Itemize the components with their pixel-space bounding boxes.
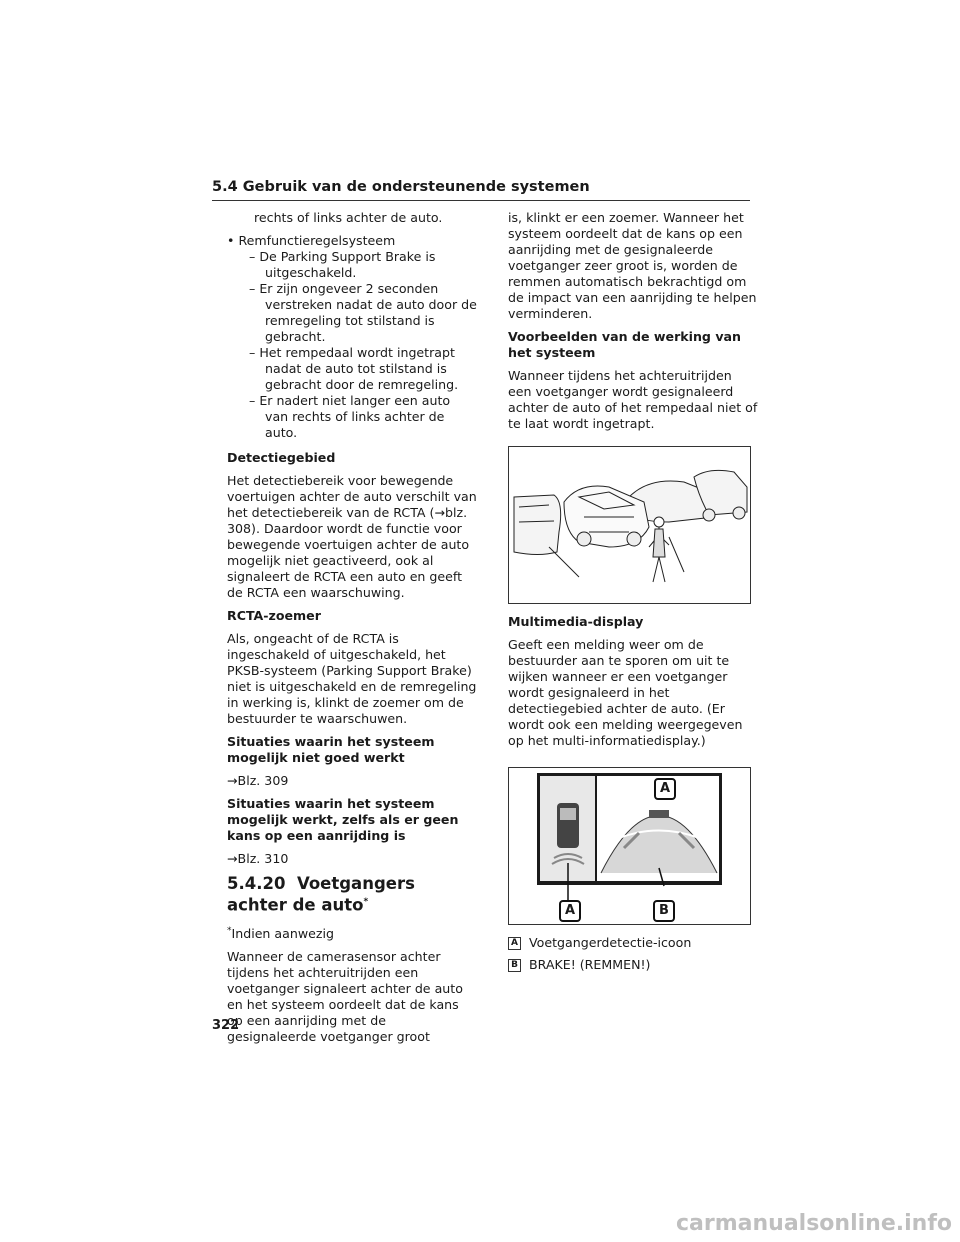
parking-scene-svg <box>509 447 750 603</box>
paragraph-continued: is, klinkt er een zoemer. Wanneer het systeem oordeelt dat de kans op een aanrijding met de gesignaleerde voetganger zeer groot is, worden de remmen automatisch bekrachtigd om de impact van een aanrijding te helpen verminderen. <box>508 210 757 321</box>
multimedia-display-illustration <box>508 767 751 925</box>
section-heading <box>227 874 477 915</box>
footnote-star: * <box>227 925 232 936</box>
callout-b: B <box>653 900 675 922</box>
dash-text: De Parking Support Brake is uitgeschakeld. <box>259 249 436 280</box>
dash-item: – De Parking Support Brake is uitgeschakeld. <box>249 249 436 280</box>
callout-a-bottom: A <box>559 900 581 922</box>
bullet-item: • Remfunctieregelsysteem <box>227 233 396 248</box>
dash-item: – Het rempedaal wordt ingetrapt nadat de auto tot stilstand is gebracht door de remregeling. <box>249 345 459 392</box>
parking-illustration <box>508 446 751 604</box>
dash-item: – Er zijn ongeveer 2 seconden verstreken nadat de auto door de remregeling tot stilstand is gebracht. <box>249 281 477 344</box>
legend-text-a: Voetgangerdetectie-icoon <box>529 935 692 950</box>
paragraph-detectiegebied: Het detectiebereik voor bewegende voertuigen achter de auto verschilt van het detectiebereik van de RCTA (→blz. 308). Daardoor wordt de functie voor bewegende voertuigen achter de auto mogelijk niet geactiveerd, ook al signaleert de RCTA een auto en geeft de RCTA een waarschuwing. <box>227 473 477 600</box>
right-column <box>508 210 758 979</box>
dash-text: Er nadert niet langer een auto van rechts of links achter de auto. <box>259 393 451 440</box>
display-svg <box>509 768 750 924</box>
section-star: * <box>363 897 369 907</box>
paragraph-intro: Wanneer de camerasensor achter tijdens het achteruitrijden een voetganger signaleert achter de auto en het systeem oordeelt dat de kans op een aanrijding met de gesignaleerde voetganger groot <box>227 948 463 1044</box>
footnote <box>227 923 477 942</box>
footnote-text: Indien aanwezig <box>231 925 334 941</box>
section-title: Voetgangers achter de auto <box>227 874 415 915</box>
heading-rcta-zoemer: RCTA-zoemer <box>227 608 321 623</box>
paragraph-multimedia: Geeft een melding weer om de bestuurder aan te sporen om uit te wijken wanneer er een voetganger wordt gesignaleerd in het detectiegebied achter de auto. (Er wordt ook een melding weergegeven op het multi-informatiedisplay.) <box>508 637 743 748</box>
page-header <box>212 179 750 195</box>
legend-key-a: A <box>508 937 521 950</box>
dash-item: – Er nadert niet langer een auto van rechts of links achter de auto. <box>249 393 451 440</box>
paragraph-voorbeelden: Wanneer tijdens het achteruitrijden een voetganger wordt gesignaleerd achter de auto of het rempedaal niet of te laat wordt ingetrapt. <box>508 368 758 431</box>
link-blz-310[interactable]: →Blz. 310 <box>227 851 289 866</box>
dash-text: Het rempedaal wordt ingetrapt nadat de auto tot stilstand is gebracht door de remregeling. <box>259 345 459 392</box>
legend-item-a <box>508 935 758 951</box>
callout-a-top: A <box>654 778 676 800</box>
heading-situaties-2: Situaties waarin het systeem mogelijk werkt, zelfs als er geen kans op een aanrijding is <box>227 796 459 843</box>
header-title: 5.4 Gebruik van de ondersteunende systemen <box>212 179 590 195</box>
page-number: 322 <box>212 1018 240 1033</box>
legend-text-b: BRAKE! (REMMEN!) <box>529 957 651 972</box>
paragraph-rcta-zoemer: Als, ongeacht of de RCTA is ingeschakeld of uitgeschakeld, het PKSB-systeem (Parking Support Brake) niet is uitgeschakeld en de remregeling in werking is, klinkt de zoemer om de bestuurder te waarschuwen. <box>227 631 477 726</box>
continued-text: rechts of links achter de auto. <box>254 210 443 225</box>
legend-key-b: B <box>508 959 521 972</box>
section-number: 5.4.20 <box>227 874 286 893</box>
heading-situaties-1: Situaties waarin het systeem mogelijk niet goed werkt <box>227 734 435 765</box>
link-blz-309[interactable]: →Blz. 309 <box>227 773 289 788</box>
legend-item-b <box>508 957 758 973</box>
heading-detectiegebied: Detectiegebied <box>227 450 336 465</box>
header-rule <box>212 200 750 201</box>
bullet-title: Remfunctieregelsysteem <box>238 233 396 248</box>
watermark: carmanualsonline.info <box>676 1211 952 1236</box>
left-column <box>227 210 477 1052</box>
heading-multimedia: Multimedia-display <box>508 614 644 629</box>
dash-text: Er zijn ongeveer 2 seconden verstreken nadat de auto door de remregeling tot stilstand is gebracht. <box>259 281 477 344</box>
heading-voorbeelden: Voorbeelden van de werking van het systeem <box>508 329 742 360</box>
